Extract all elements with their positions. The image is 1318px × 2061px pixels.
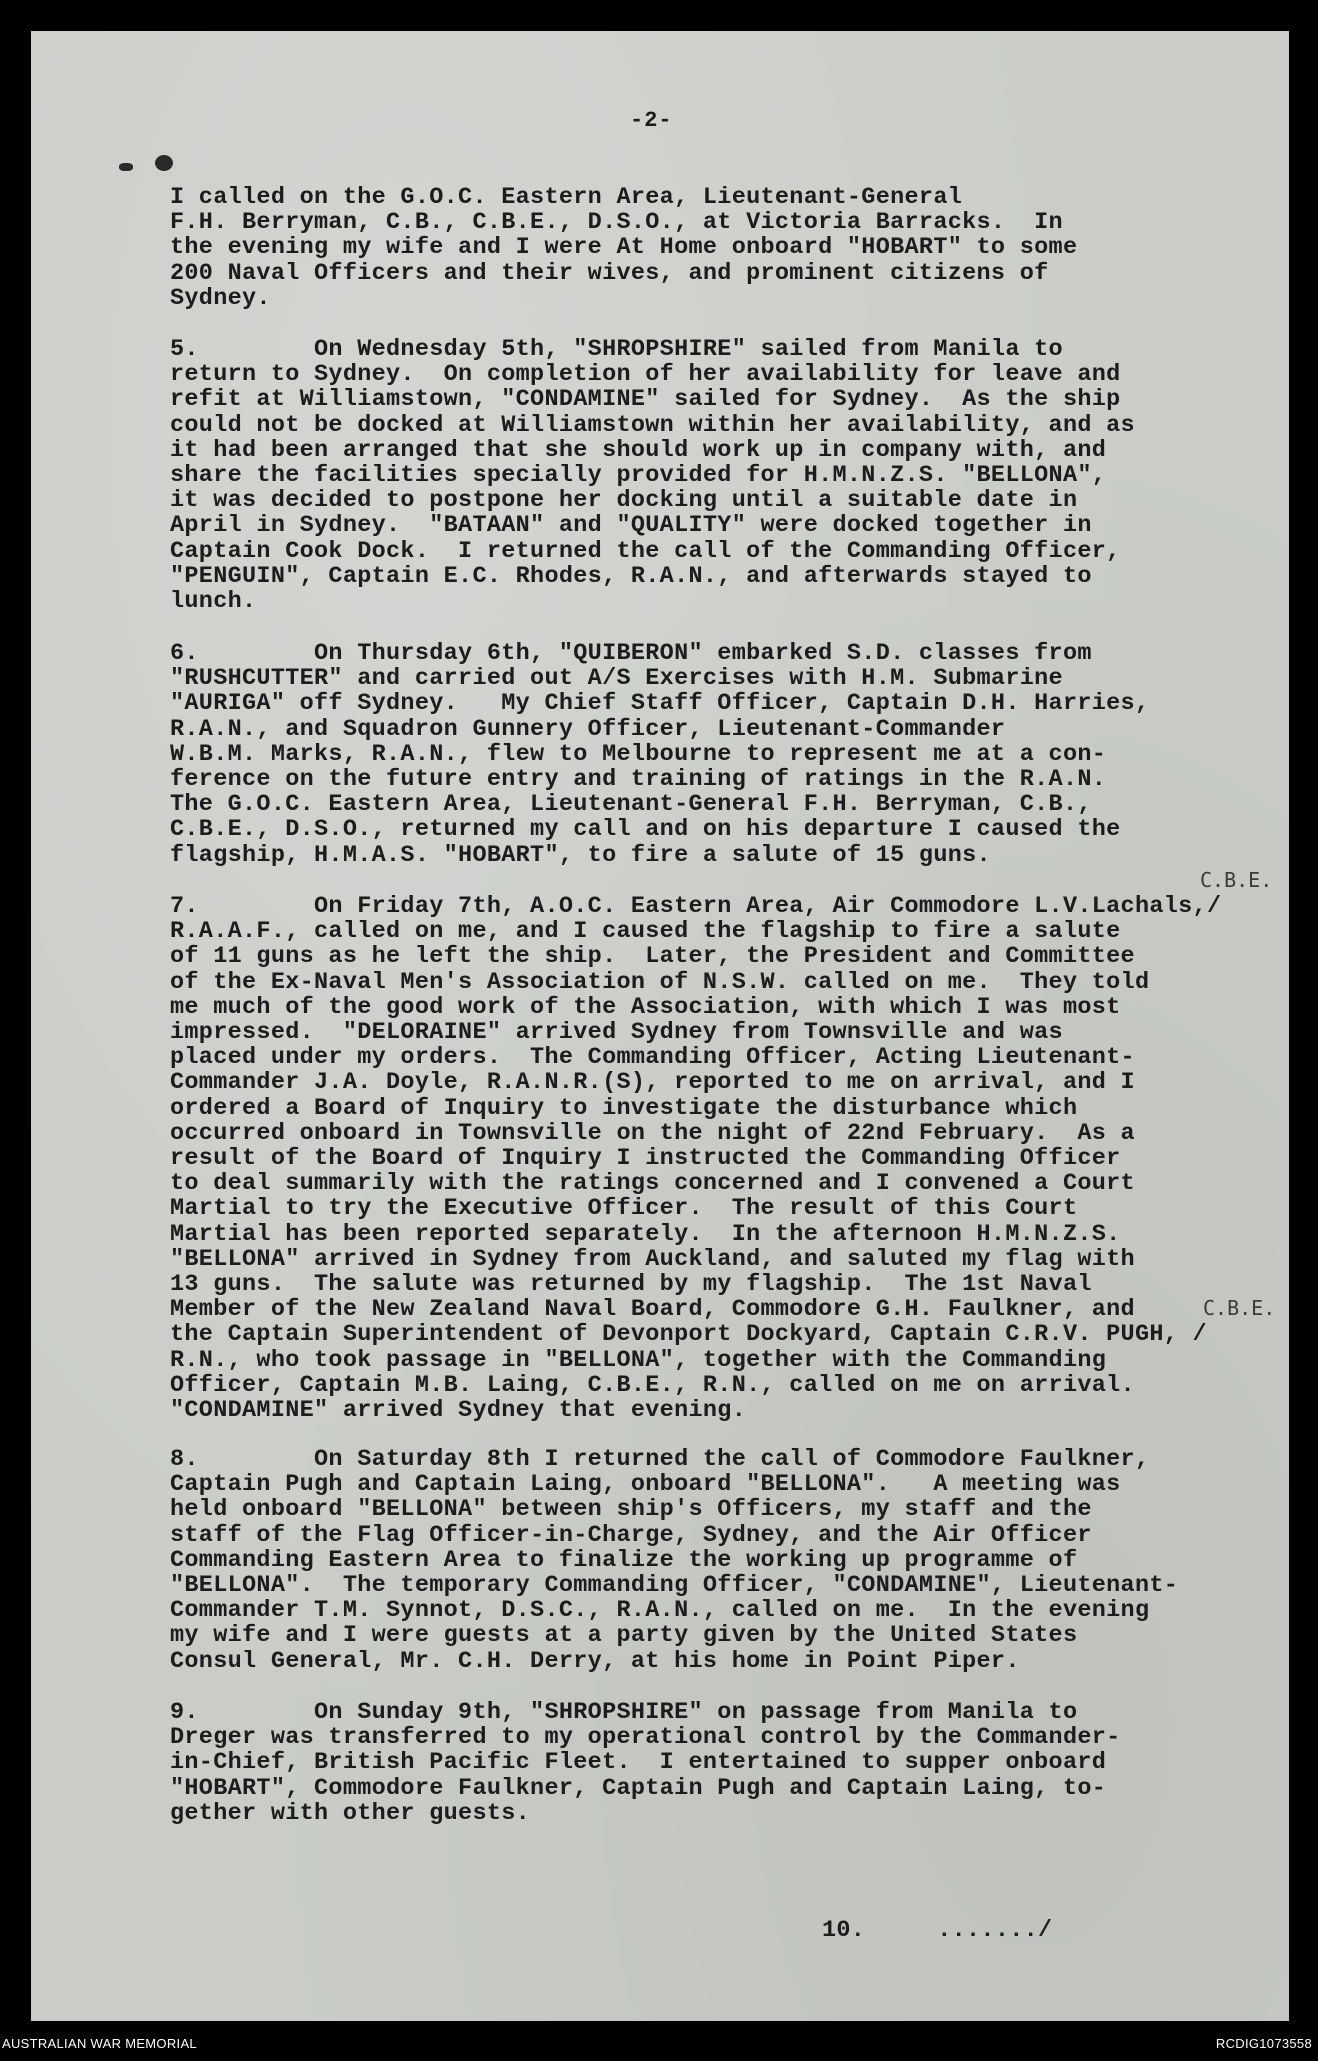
paragraph-6 bbox=[170, 641, 1149, 868]
text-line: "BELLONA". The temporary Commanding Officer, "CONDAMINE", Lieutenant- bbox=[170, 1572, 1179, 1600]
text-line: my wife and I were guests at a party given by the United States bbox=[170, 1622, 1078, 1650]
punch-hole bbox=[155, 155, 173, 171]
text-line: I called on the G.O.C. Eastern Area, Lieutenant-General bbox=[170, 184, 963, 211]
text-line: me much of the good work of the Association, with which I was most bbox=[170, 993, 1121, 1021]
text-line: share the facilities specially provided for H.M.N.Z.S. "BELLONA", bbox=[170, 462, 1107, 490]
text-line: 5. On Wednesday 5th, "SHROPSHIRE" sailed from Manila to bbox=[170, 336, 1063, 363]
text-line: R.N., who took passage in "BELLONA", together with the Commanding bbox=[170, 1346, 1107, 1374]
text-line: "RUSHCUTTER" and carried out A/S Exercises with H.M. Submarine bbox=[170, 665, 1063, 693]
text-line: Consul General, Mr. C.H. Derry, at his home in Point Piper. bbox=[170, 1647, 1020, 1675]
page-number: -2- bbox=[630, 108, 673, 133]
paragraph-8 bbox=[170, 1447, 1178, 1674]
text-line: 6. On Thursday 6th, "QUIBERON" embarked S.D. classes from bbox=[170, 640, 1092, 667]
footer-archive-name: AUSTRALIAN WAR MEMORIAL bbox=[2, 2036, 197, 2051]
text-line: "PENGUIN", Captain E.C. Rhodes, R.A.N., and afterwards stayed to bbox=[170, 562, 1092, 590]
text-line: in-Chief, British Pacific Fleet. I entertained to supper onboard bbox=[170, 1749, 1107, 1777]
margin-note-cbe: C.B.E. bbox=[1200, 868, 1273, 892]
text-line: Martial has been reported separately. In the afternoon H.M.N.Z.S. bbox=[170, 1220, 1121, 1248]
text-line: Officer, Captain M.B. Laing, C.B.E., R.N., called on me on arrival. bbox=[170, 1371, 1135, 1399]
text-line: of 11 guns as he left the ship. Later, the President and Committee bbox=[170, 943, 1135, 971]
text-line: Sydney. bbox=[170, 284, 271, 312]
text-line: 200 Naval Officers and their wives, and prominent citizens of bbox=[170, 259, 1049, 287]
text-line: the Captain Superintendent of Devonport Dockyard, Captain C.R.V. PUGH, / bbox=[170, 1321, 1207, 1349]
punch-hole bbox=[119, 163, 133, 171]
catchword: 10. ......./ bbox=[822, 1917, 1053, 1944]
paragraph-5 bbox=[170, 337, 1135, 614]
text-line: R.A.N., and Squadron Gunnery Officer, Lieutenant-Commander bbox=[170, 715, 1006, 743]
text-line: occurred onboard in Townsville on the night of 22nd February. As a bbox=[170, 1119, 1135, 1147]
text-line: it was decided to postpone her docking until a suitable date in bbox=[170, 487, 1078, 515]
text-line: result of the Board of Inquiry I instructed the Commanding Officer bbox=[170, 1145, 1121, 1173]
footer-record-id: RCDIG1073558 bbox=[1215, 2036, 1312, 2051]
text-line: staff of the Flag Officer-in-Charge, Sydney, and the Air Officer bbox=[170, 1521, 1092, 1549]
text-line: it had been arranged that she should work up in company with, and bbox=[170, 436, 1107, 464]
text-line: 8. On Saturday 8th I returned the call of Commodore Faulkner, bbox=[170, 1446, 1150, 1473]
text-line: Captain Cook Dock. I returned the call of the Commanding Officer, bbox=[170, 537, 1121, 565]
text-line: could not be docked at Williamstown within her availability, and as bbox=[170, 411, 1135, 439]
text-line: gether with other guests. bbox=[170, 1799, 531, 1827]
text-line: Commanding Eastern Area to finalize the working up programme of bbox=[170, 1546, 1078, 1574]
text-line: ference on the future entry and training of ratings in the R.A.N. bbox=[170, 766, 1107, 794]
text-line: of the Ex-Naval Men's Association of N.S.W. called on me. They told bbox=[170, 968, 1150, 996]
text-line: Commander T.M. Synnot, D.S.C., R.A.N., called on me. In the evening bbox=[170, 1597, 1150, 1625]
text-line: held onboard "BELLONA" between ship's Officers, my staff and the bbox=[170, 1496, 1092, 1524]
text-line: Captain Pugh and Captain Laing, onboard "BELLONA". A meeting was bbox=[170, 1471, 1121, 1499]
text-line: impressed. "DELORAINE" arrived Sydney from Townsville and was bbox=[170, 1019, 1063, 1047]
text-line: the evening my wife and I were At Home onboard "HOBART" to some bbox=[170, 234, 1078, 262]
text-line: return to Sydney. On completion of her availability for leave and bbox=[170, 361, 1121, 389]
paragraph-9 bbox=[170, 1700, 1121, 1826]
text-line: "CONDAMINE" arrived Sydney that evening. bbox=[170, 1397, 747, 1425]
text-line: R.A.A.F., called on me, and I caused the flagship to fire a salute bbox=[170, 918, 1121, 946]
text-line: Dreger was transferred to my operational control by the Commander- bbox=[170, 1724, 1121, 1752]
text-line: refit at Williamstown, "CONDAMINE" sailed for Sydney. As the ship bbox=[170, 386, 1121, 414]
text-line: Commander J.A. Doyle, R.A.N.R.(S), reported to me on arrival, and I bbox=[170, 1069, 1135, 1097]
text-line: lunch. bbox=[170, 588, 257, 616]
text-line: placed under my orders. The Commanding Officer, Acting Lieutenant- bbox=[170, 1044, 1135, 1072]
text-line: 9. On Sunday 9th, "SHROPSHIRE" on passage from Manila to bbox=[170, 1699, 1078, 1726]
text-line: ordered a Board of Inquiry to investigate the disturbance which bbox=[170, 1094, 1078, 1122]
text-line: to deal summarily with the ratings concerned and I convened a Court bbox=[170, 1170, 1135, 1198]
text-line: Martial to try the Executive Officer. The result of this Court bbox=[170, 1195, 1078, 1223]
paragraph-continued bbox=[170, 185, 1077, 311]
text-line: C.B.E., D.S.O., returned my call and on his departure I caused the bbox=[170, 816, 1121, 844]
text-line: F.H. Berryman, C.B., C.B.E., D.S.O., at Victoria Barracks. In bbox=[170, 209, 1063, 237]
text-line: W.B.M. Marks, R.A.N., flew to Melbourne to represent me at a con- bbox=[170, 740, 1107, 768]
text-line: Member of the New Zealand Naval Board, Commodore G.H. Faulkner, and bbox=[170, 1296, 1135, 1324]
text-line: "HOBART", Commodore Faulkner, Captain Pugh and Captain Laing, to- bbox=[170, 1774, 1107, 1802]
text-line: The G.O.C. Eastern Area, Lieutenant-General F.H. Berryman, C.B., bbox=[170, 791, 1092, 819]
text-line: "BELLONA" arrived in Sydney from Auckland, and saluted my flag with bbox=[170, 1245, 1135, 1273]
text-line: flagship, H.M.A.S. "HOBART", to fire a salute of 15 guns. bbox=[170, 841, 991, 869]
text-line: 7. On Friday 7th, A.O.C. Eastern Area, Air Commodore L.V.Lachals,/ bbox=[170, 893, 1222, 920]
text-line: April in Sydney. "BATAAN" and "QUALITY" were docked together in bbox=[170, 512, 1092, 540]
text-line: "AURIGA" off Sydney. My Chief Staff Officer, Captain D.H. Harries, bbox=[170, 690, 1150, 718]
text-line: 13 guns. The salute was returned by my flagship. The 1st Naval bbox=[170, 1271, 1092, 1299]
margin-note-cbe: C.B.E. bbox=[1203, 1296, 1276, 1320]
paragraph-7 bbox=[170, 894, 1221, 1423]
